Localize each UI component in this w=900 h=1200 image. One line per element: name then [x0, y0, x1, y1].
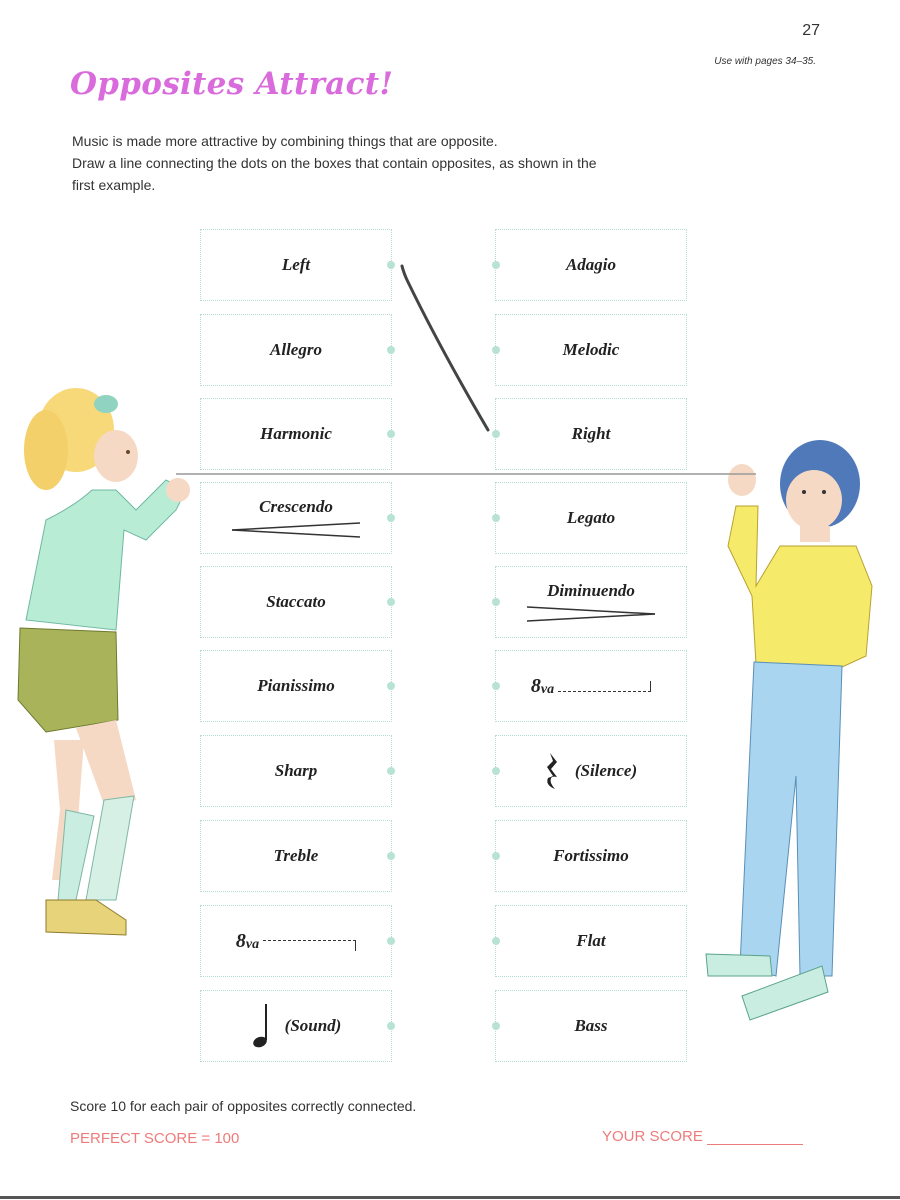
your-score-label: YOUR SCORE	[602, 1128, 703, 1145]
left-box-allegro	[200, 314, 392, 386]
left-box-treble	[200, 820, 392, 892]
right-box-label: Melodic	[562, 340, 620, 359]
connect-dot[interactable]	[492, 852, 500, 860]
right-box-adagio	[495, 229, 687, 301]
connect-dot[interactable]	[387, 598, 395, 606]
left-box-sharp	[200, 735, 392, 807]
ottava-below-marking	[531, 675, 651, 698]
instruction-line-1: Music is made more attractive by combining things that are opposite.	[72, 133, 498, 149]
crescendo-hairpin-icon	[230, 521, 362, 539]
right-box-label: Diminuendo	[547, 581, 635, 600]
right-box-fortissimo	[495, 820, 687, 892]
right-box-label: Adagio	[565, 255, 617, 274]
ottava-bracket-icon	[558, 681, 651, 692]
connect-dot[interactable]	[387, 937, 395, 945]
quarter-note-icon	[251, 1002, 271, 1050]
ottava-number: 8	[530, 674, 541, 697]
connect-dot[interactable]	[492, 937, 500, 945]
right-box-8va-below	[495, 650, 687, 722]
connect-dot[interactable]	[387, 767, 395, 775]
ottava-above-marking	[236, 930, 356, 953]
left-box-staccato	[200, 566, 392, 638]
perfect-score: PERFECT SCORE = 100	[70, 1130, 240, 1147]
ottava-bracket-icon	[263, 940, 356, 951]
connect-dot[interactable]	[492, 598, 500, 606]
right-box-label: Bass	[574, 1016, 608, 1035]
score-rule: Score 10 for each pair of opposites correctly connected.	[70, 1098, 417, 1114]
your-score	[602, 1128, 803, 1145]
connect-dot[interactable]	[492, 682, 500, 690]
right-box-melodic	[495, 314, 687, 386]
left-box-label: Left	[281, 255, 311, 274]
quarter-rest-icon	[545, 751, 561, 791]
left-box-label: Sharp	[274, 761, 318, 780]
diminuendo-hairpin-icon	[525, 605, 657, 623]
left-box-sound	[200, 990, 392, 1062]
right-box-label: Fortissimo	[553, 846, 629, 865]
left-box-label: Pianissimo	[257, 676, 335, 695]
ottava-suffix: va	[540, 681, 555, 697]
connect-dot[interactable]	[387, 514, 395, 522]
left-box-label: Staccato	[266, 592, 326, 611]
connect-dot[interactable]	[492, 767, 500, 775]
right-box-bass	[495, 990, 687, 1062]
left-box-pianissimo	[200, 650, 392, 722]
right-box-label: Legato	[566, 508, 616, 527]
page-number: 27	[802, 22, 820, 39]
instruction-line-2: Draw a line connecting the dots on the boxes that contain opposites, as shown in the	[72, 155, 597, 171]
left-box-label: Allegro	[270, 340, 322, 359]
boy-illustration	[696, 436, 886, 1036]
right-box-silence	[495, 735, 687, 807]
example-connection-line	[390, 258, 500, 438]
instructions	[72, 130, 712, 196]
left-box-8va-above	[200, 905, 392, 977]
right-box-legato	[495, 482, 687, 554]
your-score-blank[interactable]	[707, 1130, 803, 1145]
instruction-line-3: first example.	[72, 177, 156, 193]
right-box-label: Right	[571, 424, 611, 443]
left-box-harmonic	[200, 398, 392, 470]
right-box-flat	[495, 905, 687, 977]
left-box-label: Harmonic	[260, 424, 332, 443]
right-box-right	[495, 398, 687, 470]
left-box-label: Crescendo	[259, 497, 333, 516]
left-box-left	[200, 229, 392, 301]
connect-dot[interactable]	[492, 1022, 500, 1030]
connect-dot[interactable]	[387, 1022, 395, 1030]
left-box-crescendo	[200, 482, 392, 554]
left-box-label: (Sound)	[284, 1016, 342, 1035]
right-box-label: Flat	[576, 931, 606, 950]
use-with-note: Use with pages 34–35.	[714, 56, 816, 67]
bottom-border	[0, 1196, 900, 1199]
connect-dot[interactable]	[387, 682, 395, 690]
ottava-number: 8	[235, 929, 246, 952]
left-box-label: Treble	[273, 846, 319, 865]
right-box-label: (Silence)	[574, 761, 638, 780]
connect-dot[interactable]	[492, 514, 500, 522]
girl-illustration	[6, 380, 196, 940]
ottava-suffix: va	[245, 936, 260, 952]
right-box-diminuendo	[495, 566, 687, 638]
connect-dot[interactable]	[387, 852, 395, 860]
page-title: Opposites Attract!	[70, 66, 394, 102]
